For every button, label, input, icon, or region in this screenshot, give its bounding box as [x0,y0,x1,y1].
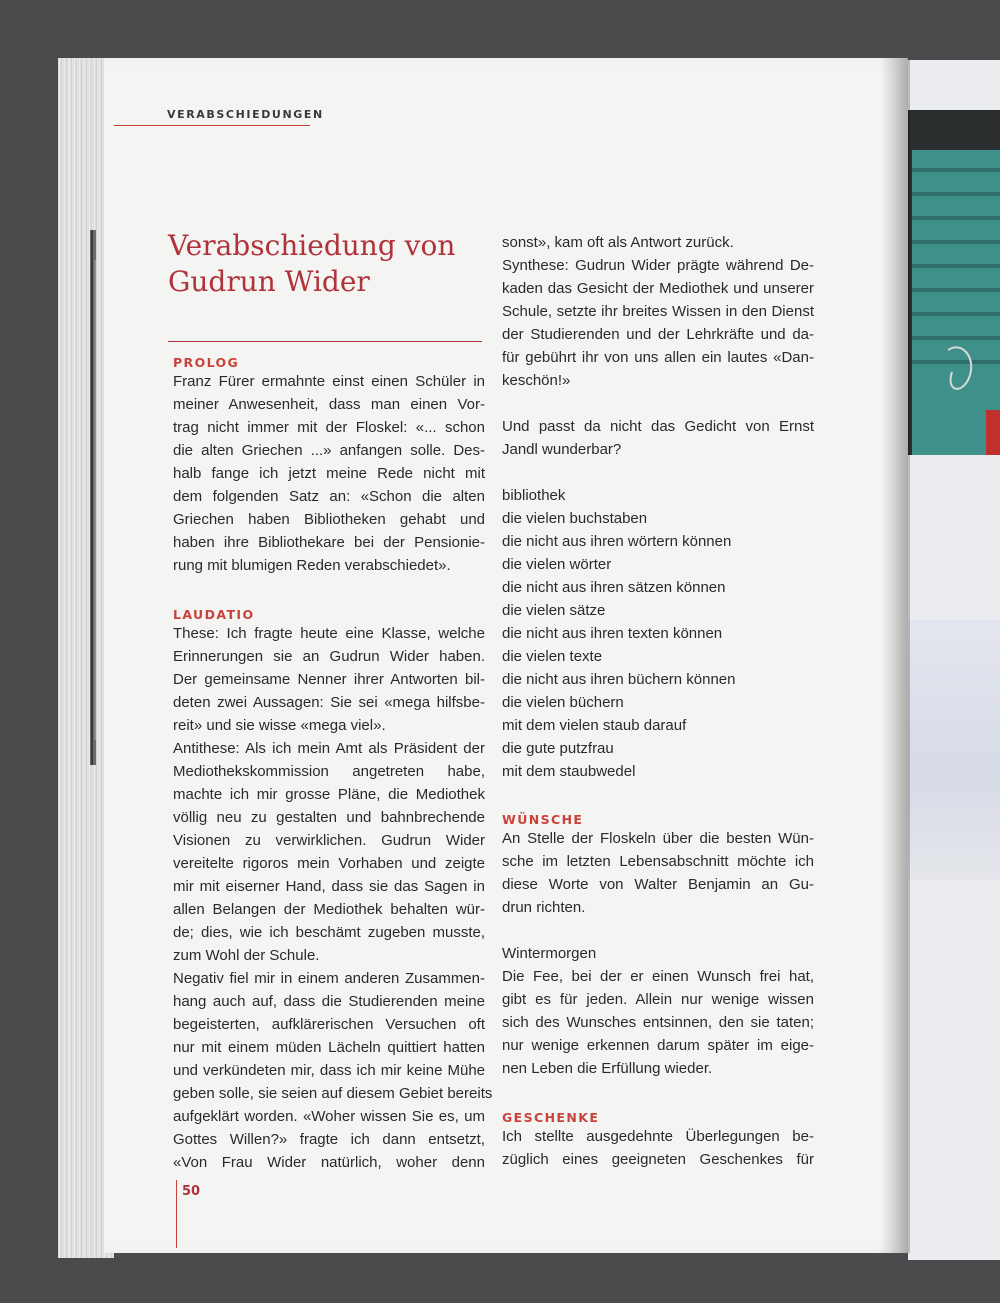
text-line: Gottes Willen?» fragte ich dann entsetzt, [173,1131,485,1148]
text-line: Erinnerungen sie an Gudrun Wider haben. [173,648,485,665]
text-line: der Studierenden und der Lehrkräfte und da- [502,326,814,343]
prolog-heading: PROLOG [173,355,240,370]
text-line: These: Ich fragte heute eine Klasse, welche [173,625,485,642]
text-line: rung mit blumigen Reden verabschiedet». [173,557,451,574]
text-line: völlig neu zu gestalten und bahnbrechende [173,809,485,826]
text-line: geben solle, sie seien auf diesem Gebiet bereits [173,1085,493,1102]
text-line: diese Worte von Walter Benjamin an Gu- [502,876,814,893]
poem-line: mit dem staubwedel [502,763,636,780]
text-line: Und passt da nicht das Gedicht von Ernst [502,418,814,435]
text-line: deten zwei Aussagen: Sie sei «mega hilfsbe- [173,694,485,711]
text-line: zum Wohl der Schule. [173,947,320,964]
text-line: die alten Griechen ...» anfangen solle. Des- [173,442,485,459]
poem-line: die vielen sätze [502,602,606,619]
text-line: Mediothekskommission angetreten habe, [173,763,485,780]
poem-line: die vielen wörter [502,556,612,573]
poem-line: mit dem vielen staub darauf [502,717,687,734]
wuensche-heading: WÜNSCHE [502,812,584,827]
text-line: nur mit einem müden Lächeln quittiert hatten [173,1039,485,1056]
text-line: züglich eines geeigneten Geschenkes für [502,1151,814,1168]
geschenke-heading: GESCHENKE [502,1110,600,1125]
text-line: Griechen haben Bibliotheken gehabt und [173,511,485,528]
text-line: trag nicht immer mit der Floskel: «... schon [173,419,485,436]
text-line: machte ich mir grosse Pläne, die Mediothek [173,786,485,803]
quote-line: nen Leben die Erfüllung wieder. [502,1060,713,1077]
text-line: sche im letzten Lebensabschnitt möchte ich [502,853,814,870]
text-line: keschön!» [502,372,571,389]
poem-line: die nicht aus ihren texten können [502,625,723,642]
text-line: de; dies, wie ich beschämt zugeben musste, [173,924,485,941]
text-line: Synthese: Gudrun Wider prägte während De- [502,257,814,274]
poem-line: die nicht aus ihren büchern können [502,671,736,688]
quote-line: sich des Wunsches entsinnen, den sie taten; [502,1014,814,1031]
text-line: meiner Anwesenheit, dass man einen Vor- [173,396,485,413]
text-line: und verkündeten mir, dass ich mir keine Mühe [173,1062,485,1079]
text-line: reit» und sie wisse «mega viel». [173,717,386,734]
text-line: begeisterten, aufklärerischen Versuchen oft [173,1016,485,1033]
text-line: für gebührt ihr von uns allen ein lautes «Dan- [502,349,814,366]
edge-bleed-mark [86,230,100,765]
text-line: allen Belangen der Mediothek behalten wür- [173,901,485,918]
page-number: 50 [182,1184,201,1199]
folio-rule [176,1180,177,1248]
facing-page-photo [908,110,1000,455]
text-line: sonst», kam oft als Antwort zurück. [502,234,734,251]
text-line: kaden das Gesicht der Mediothek und unserer [502,280,814,297]
text-line: hang auch auf, dass die Studierenden meine [173,993,485,1010]
quote-line: nur wenige erkennen darum später im eige- [502,1037,814,1054]
article-title: Verabschiedung von Gudrun Wider [168,229,456,298]
text-line: Ich stellte ausgedehnte Überlegungen be- [502,1128,814,1145]
poem-line: die nicht aus ihren sätzen können [502,579,726,596]
poem-line: die vielen texte [502,648,603,665]
text-line: Der gemeinsame Nenner ihrer Antworten bil- [173,671,485,688]
poem-line: die gute putzfrau [502,740,614,757]
poem-line: bibliothek [502,487,566,504]
poem-line: die vielen buchstaben [502,510,648,527]
text-line: mir mit eiserner Hand, dass sie das Sagen in [173,878,485,895]
text-line: halb fange ich jetzt meine Rede nicht mit [173,465,485,482]
text-line: Antithese: Als ich mein Amt als Präsident der [173,740,485,757]
text-line: haben ihre Bibliothekare bei der Pensionie- [173,534,485,551]
text-line: Jandl wunderbar? [502,441,622,458]
poem-line: die nicht aus ihren wörtern können [502,533,732,550]
text-line: Schule, setzte ihr breites Wissen in den Dienst [502,303,814,320]
text-line: dem folgenden Satz an: «Schon die alten [173,488,485,505]
facing-page-wash [908,620,1000,880]
text-line: Visionen zu verwirklichen. Gudrun Wider [173,832,485,849]
quote-line: Die Fee, bei der er einen Wunsch frei hat, [502,968,814,985]
title-rule [168,341,482,342]
quote-line: gibt es für jeden. Allein nur wenige wissen [502,991,814,1008]
laudatio-heading: LAUDATIO [173,607,255,622]
poem-line: die vielen büchern [502,694,624,711]
text-line: Negativ fiel mir in einem anderen Zusammen- [173,970,485,987]
text-line: drun richten. [502,899,586,916]
text-line: Franz Fürer ermahnte einst einen Schüler in [173,373,485,390]
text-line: An Stelle der Floskeln über die besten Wün- [502,830,814,847]
running-head: VERABSCHIEDUNGEN [167,108,324,121]
spine-shadow [880,58,910,1253]
text-line: «Von Frau Wider natürlich, woher denn [173,1154,485,1171]
text-line: aufgeklärt worden. «Woher wissen Sie es, um [173,1108,485,1125]
quote-title: Wintermorgen [502,945,597,962]
text-line: vereitelte rigoros mein Vorhaben und zeigte [173,855,485,872]
running-head-rule [114,125,310,126]
